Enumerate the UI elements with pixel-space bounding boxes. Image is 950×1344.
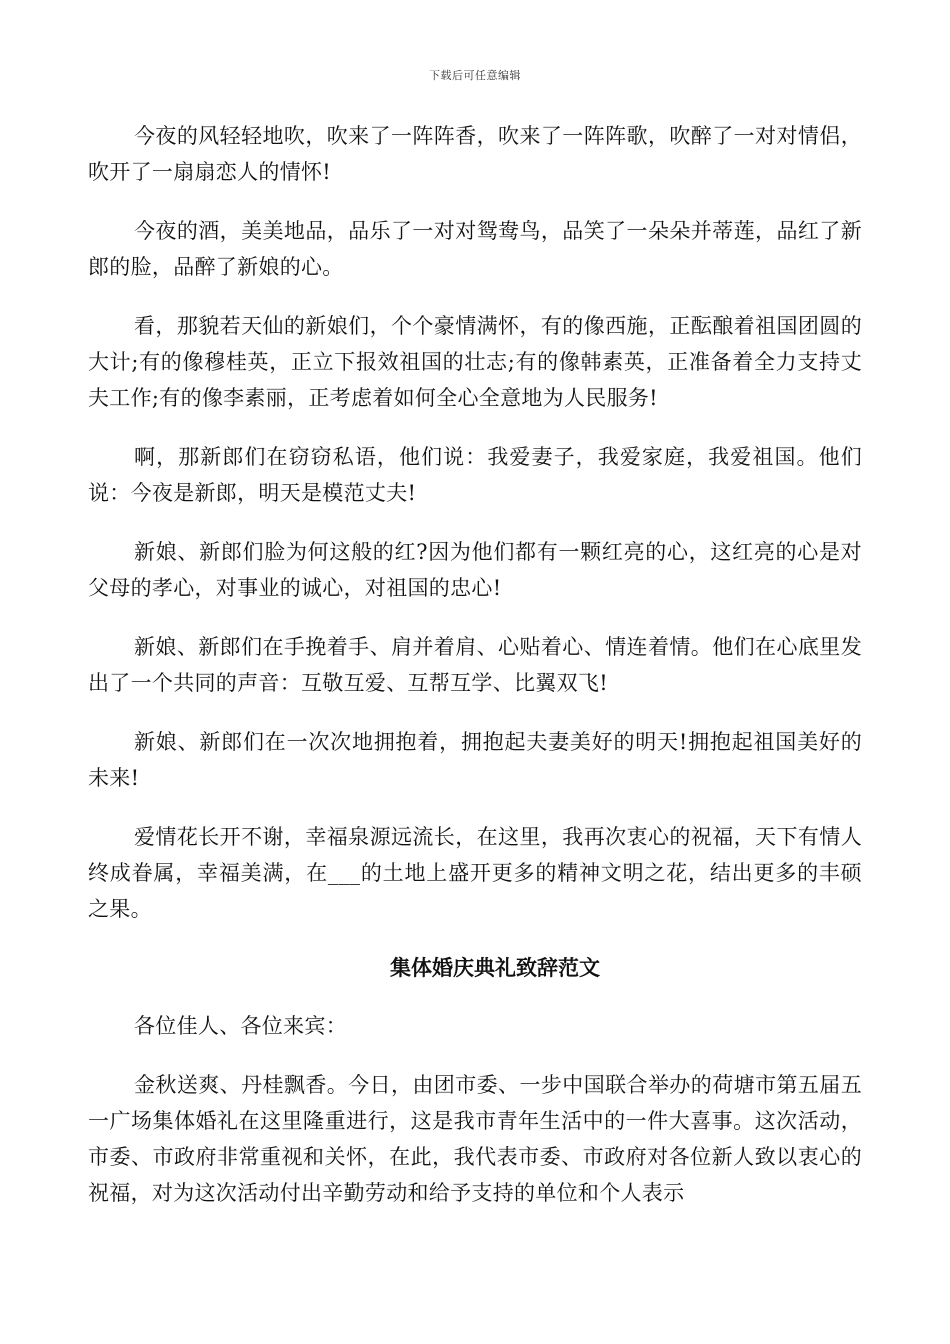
paragraph: 新娘、新郎们在一次次地拥抱着，拥抱起夫妻美好的明天!拥抱起祖国美好的未来! — [88, 730, 862, 790]
paragraph: 看，那貌若天仙的新娘们，个个豪情满怀，有的像西施，正酝酿着祖国团圆的大计;有的像穆桂英，正立下报效祖国的壮志;有的像韩素英，正准备着全力支持丈夫工作;有的像李素丽，正考虑着如何全心全意地为人民服务! — [88, 314, 862, 410]
salutation: 各位佳人、各位来宾： — [134, 1014, 347, 1038]
section-title: 集体婚庆典礼致辞范文 — [390, 956, 600, 980]
paragraph: 啊，那新郎们在窃窃私语，他们说：我爱妻子，我爱家庭，我爱祖国。他们说：今夜是新郎，明天是模范丈夫! — [88, 445, 862, 505]
paragraph: 新娘、新郎们脸为何这般的红?因为他们都有一颗红亮的心，这红亮的心是对父母的孝心，对事业的诚心，对祖国的忠心! — [88, 540, 862, 600]
paragraph: 今夜的风轻轻地吹，吹来了一阵阵香，吹来了一阵阵歌，吹醉了一对对情侣，吹开了一扇扇恋人的情怀! — [88, 124, 862, 184]
header-note: 下载后可任意编辑 — [429, 69, 521, 82]
paragraph: 今夜的酒，美美地品，品乐了一对对鸳鸯鸟，品笑了一朵朵并蒂莲，品红了新郎的脸，品醉了新娘的心。 — [88, 219, 862, 279]
document-body — [88, 118, 862, 1234]
paragraph: 爱情花长开不谢，幸福泉源远流长，在这里，我再次衷心的祝福，天下有情人终成眷属，幸福美满，在___的土地上盛开更多的精神文明之花，结出更多的丰硕之果。 — [88, 825, 862, 921]
paragraph: 金秋送爽、丹桂飘香。今日，由团市委、一步中国联合举办的荷塘市第五届五一广场集体婚礼在这里隆重进行，这是我市青年生活中的一件大喜事。这次活动，市委、市政府非常重视和关怀，在此，我代表市委、市政府对各位新人致以衷心的祝福，对为这次活动付出辛勤劳动和给予支持的单位和个人表示 — [88, 1073, 862, 1205]
paragraph: 新娘、新郎们在手挽着手、肩并着肩、心贴着心、情连着情。他们在心底里发出了一个共同的声音：互敬互爱、互帮互学、比翼双飞! — [88, 635, 862, 695]
